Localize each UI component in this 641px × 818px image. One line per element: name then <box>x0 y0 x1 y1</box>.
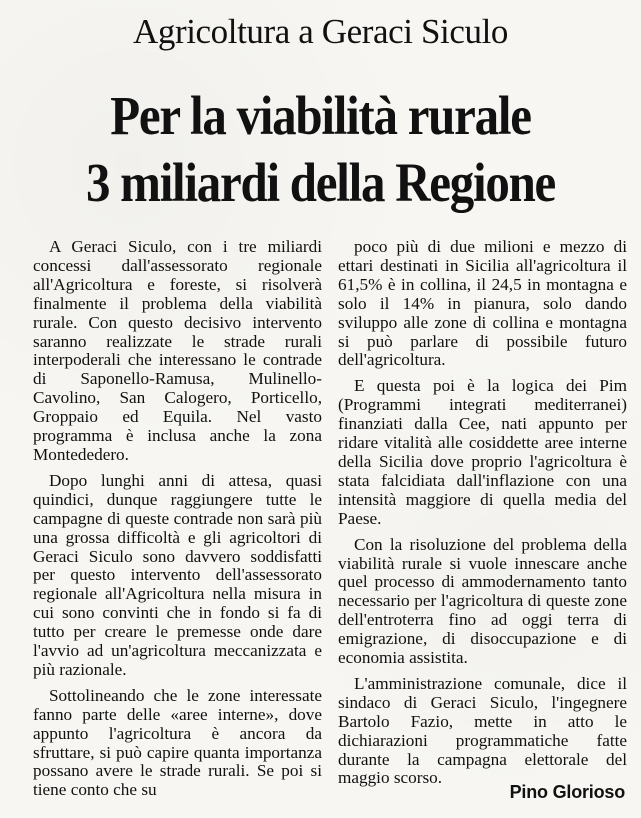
left-paragraph-1: A Geraci Siculo, con i tre miliardi concessi dall'assessorato regionale all'Agricoltura e foreste, si risolverà finalmente il problema della viabilità rurale. Con questo decisivo intervento saranno realizzate le strade rurali interpoderali che interessano le contrade di Saponello-Ramusa, Mulinello-Cavolino, San Calogero, Porticello, Groppaio ed Equila. Nel vasto programma è inclusa anche la zona Montededero. <box>33 237 322 464</box>
headline <box>35 82 605 216</box>
right-paragraph-2: E questa poi è la logica dei Pim (Programmi integrati mediterranei) finanziati dalla Cee, nati appunto per ridare vitalità alle cosiddette aree interne della Sicilia dove proprio l'agricoltura è stata falcidiata dall'inflazione con una intensità maggiore di quella media del Paese. <box>338 376 627 528</box>
left-paragraph-3: Sottolineando che le zone interessate fanno parte delle «aree interne», dove appunto l'agricoltura è ancora da sfruttare, si può capire quanta importanza possano avere le strade rurali. Se poi si tiene conto che su <box>33 685 322 800</box>
headline-line-1: Per la viabilità rurale <box>110 85 531 146</box>
right-paragraph-4: L'amministrazione comunale, dice il sindaco di Geraci Siculo, l'ingegnere Bartolo Fazio, mette in atto le dichiarazioni programmatiche fatte durante la campagna elettorale del maggio scorso. <box>338 673 627 788</box>
headline-line-2: 3 miliardi della Regione <box>85 152 556 213</box>
section-kicker: Agricoltura a Geraci Siculo <box>132 12 509 51</box>
left-paragraph-2: Dopo lunghi anni di attesa, quasi quindici, dunque raggiungere tutte le campagne di queste contrade non sarà più una grossa difficoltà e gli agricoltori di Geraci Siculo sono davvero soddisfatti per questo intervento dell'assessorato regionale all'Agricoltura nella misura in cui sono convinti che in fondo si fa di tutto per creare le premesse onde dare l'avvio ad un'agricoltura meccanizzata e più razionale. <box>33 470 322 679</box>
right-column <box>338 238 627 788</box>
left-column <box>33 238 322 800</box>
byline: Pino Glorioso <box>509 782 625 802</box>
right-paragraph-3: Con la risoluzione del problema della viabilità rurale si vuole innescare anche quel processo di ammodernamento tanto necessario per l'agricoltura di queste zone dell'entroterra fino ad oggi terra di emigrazione, di disoccupazione e di economia assistita. <box>338 534 627 668</box>
right-paragraph-1: poco più di due milioni e mezzo di ettari destinati in Sicilia all'agricoltura il 61,5% è in collina, il 24,5 in montagna e solo il 14% in pianura, solo dando sviluppo alle zone di collina e montagna si può parlare di possibile futuro dell'agricoltura. <box>338 237 627 370</box>
